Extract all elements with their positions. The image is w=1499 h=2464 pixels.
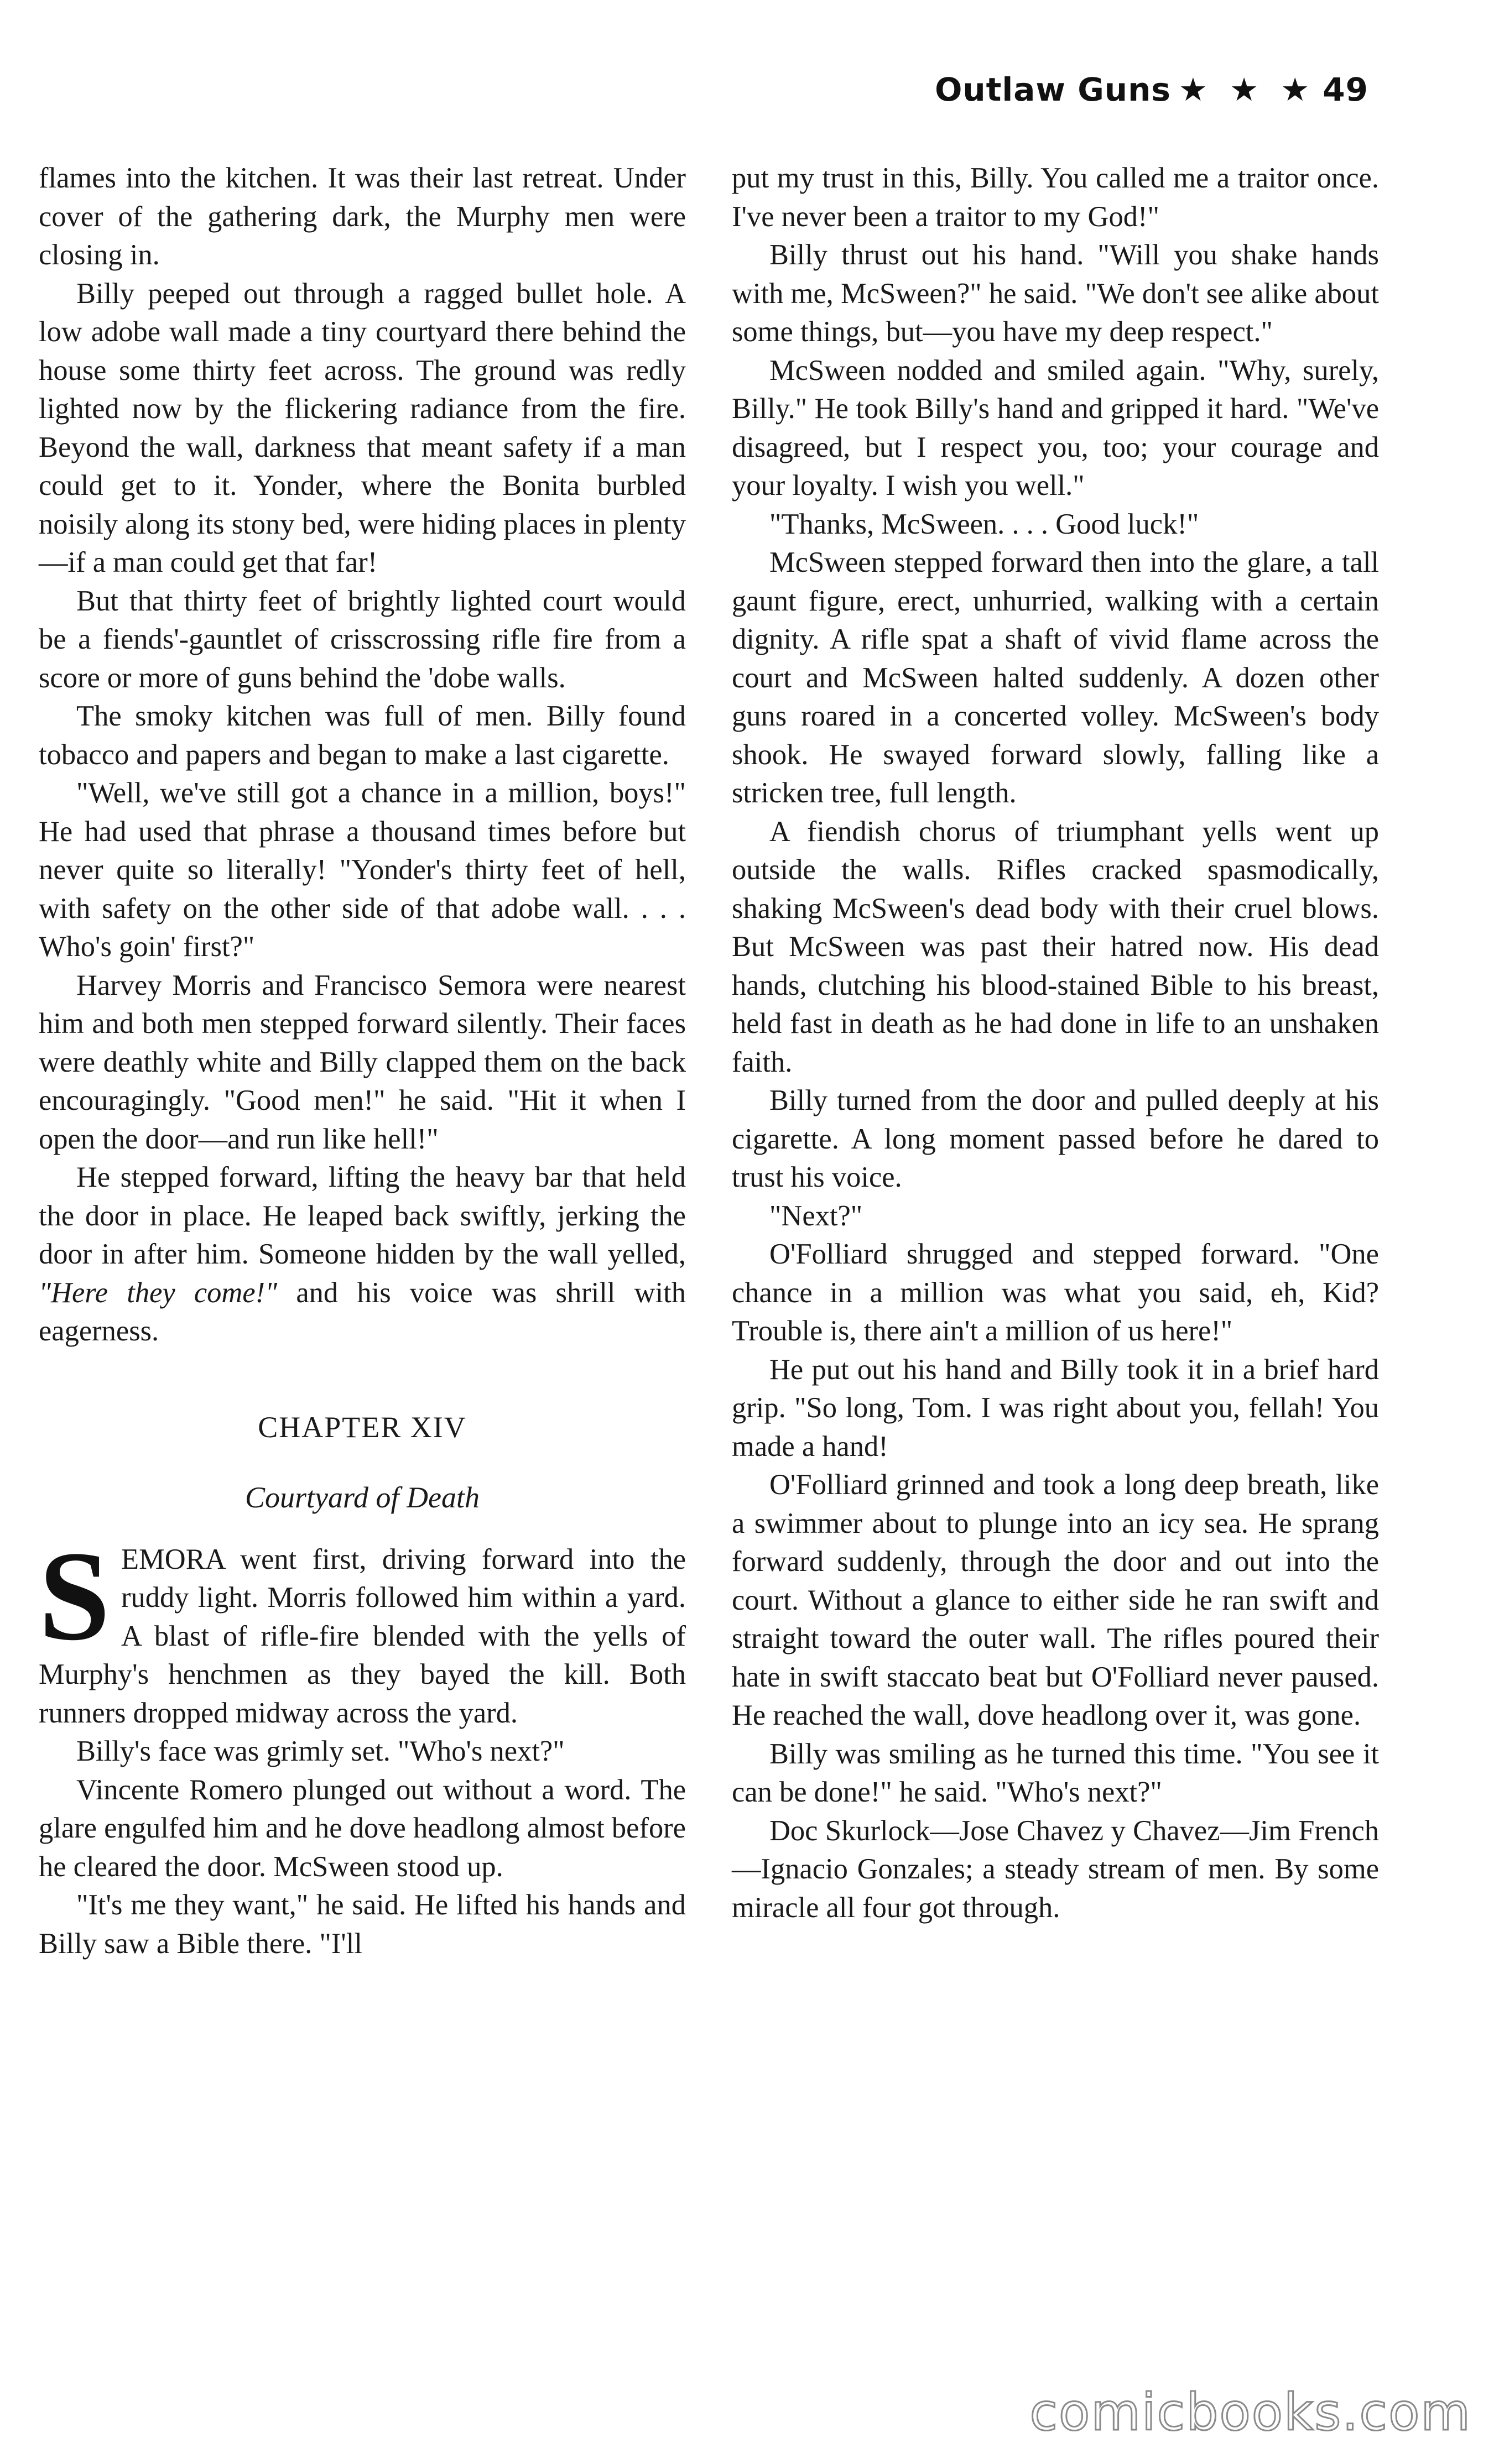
star-icons: ★ ★ ★ — [1178, 71, 1315, 108]
paragraph: Billy's face was grimly set. "Who's next?" — [76, 1735, 565, 1767]
paragraph: Billy peeped out through a ragged bullet hole. A low adobe wall made a tiny courtyard there behind the house some thirty feet across. The ground was redly lighted now by the flickering radiance from the fire. Beyond the wall, darkness that meant safety if a man could get to it. Yonder, where the Bonita burbled noisily along its stony bed, were hiding places in plenty—if a man could get that far! — [39, 277, 686, 578]
paragraph: McSween stepped forward then into the glare, a tall gaunt figure, erect, unhurried, walking with a certain dignity. A rifle spat a shaft of vivid flame across the court and McSween halted suddenly. A dozen other guns roared in a concerted volley. McSween's body shook. He swayed forward slowly, falling like a stricken tree, full length. — [732, 546, 1379, 809]
chapter-heading: CHAPTER XIV — [258, 1410, 467, 1444]
paragraph: A fiendish chorus of triumphant yells went up outside the walls. Rifles cracked spasmodically, shaking McSween's dead body with their cruel blows. But McSween was past their hatred now. His dead hands, clutching his blood-stained Bible to his breast, held fast in death as he had done in life to an unshaken faith. — [732, 815, 1379, 1078]
paragraph: Billy was smiling as he turned this time. "You see it can be done!" he said. "Who's next?" — [732, 1737, 1379, 1808]
paragraph: "Well, we've still got a chance in a million, boys!" He had used that phrase a thousand times before but never quite so literally! "Yonder's thirty feet of hell, with safety on the other side of that adobe wall. . . . Who's goin' first?" — [39, 777, 686, 963]
chapter-opening-paragraph — [39, 1525, 686, 1733]
running-head — [935, 71, 1368, 108]
paragraph: Billy turned from the door and pulled deeply at his cigarette. A long moment passed before he dared to trust his voice. — [732, 1084, 1379, 1193]
paragraph: Billy thrust out his hand. "Will you shake hands with me, McSween?" he said. "We don't see alike about some things, but—you have my deep respect." — [732, 239, 1379, 348]
watermark-logo: comicbooks.com — [1029, 2383, 1471, 2442]
paragraph-text: and his voice was shrill with eagerness. — [39, 1276, 686, 1347]
paragraph: "Thanks, McSween. . . . Good luck!" — [769, 508, 1199, 540]
paragraph: O'Folliard shrugged and stepped forward. "One chance in a million was what you said, eh, Kid? Trouble is, there ain't a million of us here!" — [732, 1238, 1379, 1347]
paragraph — [39, 1158, 686, 1351]
paragraph: The smoky kitchen was full of men. Billy found tobacco and papers and began to make a last cigarette. — [39, 700, 686, 771]
drop-cap: S — [39, 1525, 111, 1667]
paragraph-text: He stepped forward, lifting the heavy bar that held the door in place. He leaped back swiftly, jerking the door in after him. Someone hidden by the wall yelled, — [39, 1161, 686, 1270]
page-number: 49 — [1323, 71, 1368, 108]
paragraph: He put out his hand and Billy took it in a brief hard grip. "So long, Tom. I was right about you, fellah! You made a hand! — [732, 1353, 1379, 1463]
paragraph-text: EMORA went first, driving forward into the ruddy light. Morris followed him within a yard. A blast of rifle-fire blended with the yells of Murphy's henchmen as they bayed the kill. Both runners dropped midway across the yard. — [39, 1543, 686, 1729]
paragraph: Vincente Romero plunged out without a word. The glare engulfed him and he dove headlong almost before he cleared the door. McSween stood up. — [39, 1773, 686, 1883]
paragraph: Doc Skurlock—Jose Chavez y Chavez—Jim French—Ignacio Gonzales; a steady stream of men. By some miracle all four got through. — [732, 1814, 1379, 1924]
magazine-title: Outlaw Guns — [935, 71, 1171, 108]
paragraph: But that thirty feet of brightly lighted court would be a fiends'-gauntlet of crisscrossing rifle fire from a score or more of guns behind the 'dobe walls. — [39, 584, 686, 694]
paragraph: McSween nodded and smiled again. "Why, surely, Billy." He took Billy's hand and gripped it hard. "We've disagreed, but I respect you, too; your courage and your loyalty. I wish you well." — [732, 354, 1379, 502]
paragraph: Harvey Morris and Francisco Semora were nearest him and both men stepped forward silently. Their faces were deathly white and Billy clapped them on the back encouragingly. "Good men!" he said. "Hit it when I open the door—and run like hell!" — [39, 969, 686, 1155]
paragraph: O'Folliard grinned and took a long deep breath, like a swimmer about to plunge into an icy sea. He sprang forward suddenly, through the door and out into the court. Without a glance to either side he ran swift and straight toward the outer wall. The rifles poured their hate in swift staccato beat but O'Folliard never paused. He reached the wall, dove headlong over it, was gone. — [732, 1469, 1379, 1731]
paragraph: flames into the kitchen. It was their last retreat. Under cover of the gathering dark, the Murphy men were closing in. — [39, 162, 686, 271]
paragraph: "It's me they want," he said. He lifted his hands and Billy saw a Bible there. "I'll — [39, 1889, 686, 1960]
italic-quote: "Here they come!" — [39, 1276, 278, 1309]
left-column — [39, 159, 686, 1963]
paragraph: "Next?" — [769, 1199, 863, 1232]
paragraph: put my trust in this, Billy. You called me a traitor once. I've never been a traitor to my God!" — [732, 162, 1379, 233]
right-column — [732, 159, 1379, 1927]
chapter-title: Courtyard of Death — [245, 1481, 480, 1514]
